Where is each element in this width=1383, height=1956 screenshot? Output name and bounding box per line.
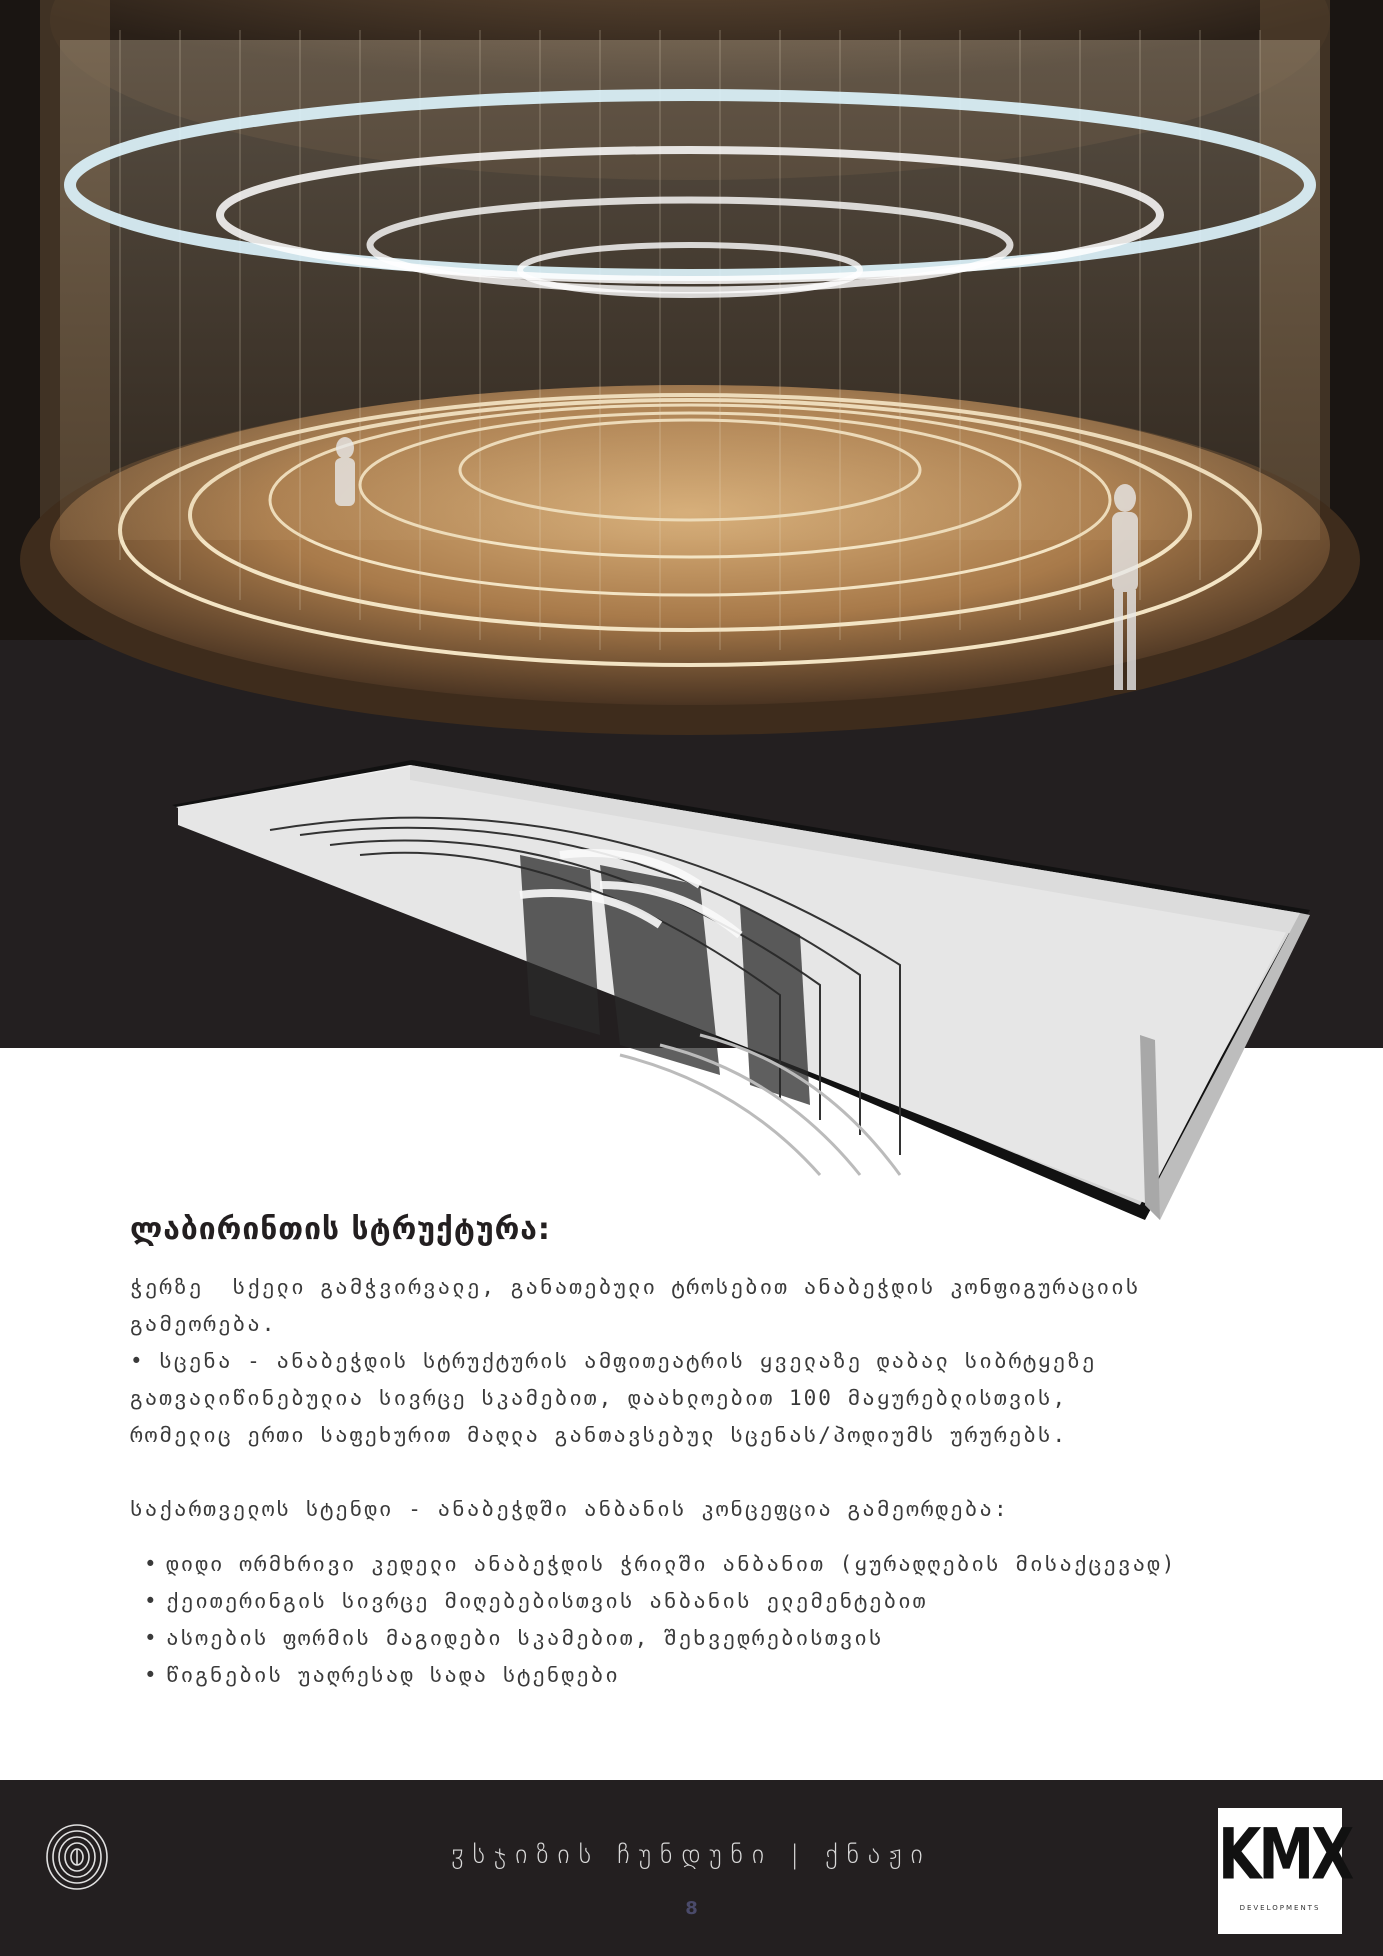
bullet-icon: • xyxy=(144,1589,159,1613)
page-number: 8 xyxy=(685,1898,698,1919)
hero-labyrinth-rendering xyxy=(0,0,1383,735)
cutaway-model-rendering xyxy=(0,735,1383,1255)
cutaway-model-image xyxy=(0,735,1383,1255)
bullet-icon: • xyxy=(144,1552,159,1576)
labyrinth-render-image xyxy=(0,0,1383,735)
logo-subtitle: DEVELOPMENTS xyxy=(1239,1904,1321,1912)
paragraph-3: საქართველოს სტენდი - ანაბეჭდში ანბანის კონცეფცია გამეორდება: xyxy=(130,1497,1009,1521)
list-item-text: ასოების ფორმის მაგიდები სკამებით, შეხვედრებისთვის xyxy=(166,1626,884,1650)
list-item xyxy=(144,1620,1330,1657)
paragraph-1-line-2: გამეორება. xyxy=(130,1312,277,1336)
paragraph-2-line-2: გათვალიწინებულია სივრცე სკამებით, დაახლოებით 100 მაყურებლისთვის, xyxy=(130,1386,1068,1410)
list-item-text: ქეითერინგის სივრცე მიღებებისთვის ანბანის ელემენტებით xyxy=(166,1589,928,1613)
page-footer xyxy=(0,1780,1383,1956)
list-item xyxy=(144,1657,1330,1694)
footer-title: ჳსჯიზის ჩუნდუნი | ქნაჟი xyxy=(451,1840,932,1870)
paragraph-gap xyxy=(130,1454,1330,1491)
paragraph-2-line-3: რომელიც ერთი საფეხურით მაღლა განთავსებულ სცენას/პოდიუმს ურურებს. xyxy=(130,1423,1068,1447)
kmx-logo xyxy=(1218,1808,1352,1934)
content-text-block xyxy=(130,1212,1330,1694)
list-item-text: დიდი ორმხრივი კედელი ანაბეჭდის ჭრილში ანბანით (ყურადღების მისაქცევად) xyxy=(166,1552,1177,1576)
section-heading: ლაბირინთის სტრუქტურა: xyxy=(130,1212,551,1247)
bullet-icon: • xyxy=(144,1663,159,1687)
bullet-list xyxy=(144,1546,1330,1694)
paragraph-2-line-1: • სცენა - ანაბეჭდის სტრუქტურის ამფითეატრის ყველაზე დაბალ სიბრტყეზე xyxy=(130,1349,1097,1373)
list-item xyxy=(144,1583,1330,1620)
paragraph-1-line-1: ჭერზე სქელი გამჭვირვალე, განათებული ტროსებით ანაბეჭდის კონფიგურაციის xyxy=(130,1275,1141,1299)
logo-mark: KMX xyxy=(1218,1814,1352,1896)
list-item-text: წიგნების უაღრესად სადა სტენდები xyxy=(166,1663,620,1687)
bullet-icon: • xyxy=(144,1626,159,1650)
list-item xyxy=(144,1546,1330,1583)
